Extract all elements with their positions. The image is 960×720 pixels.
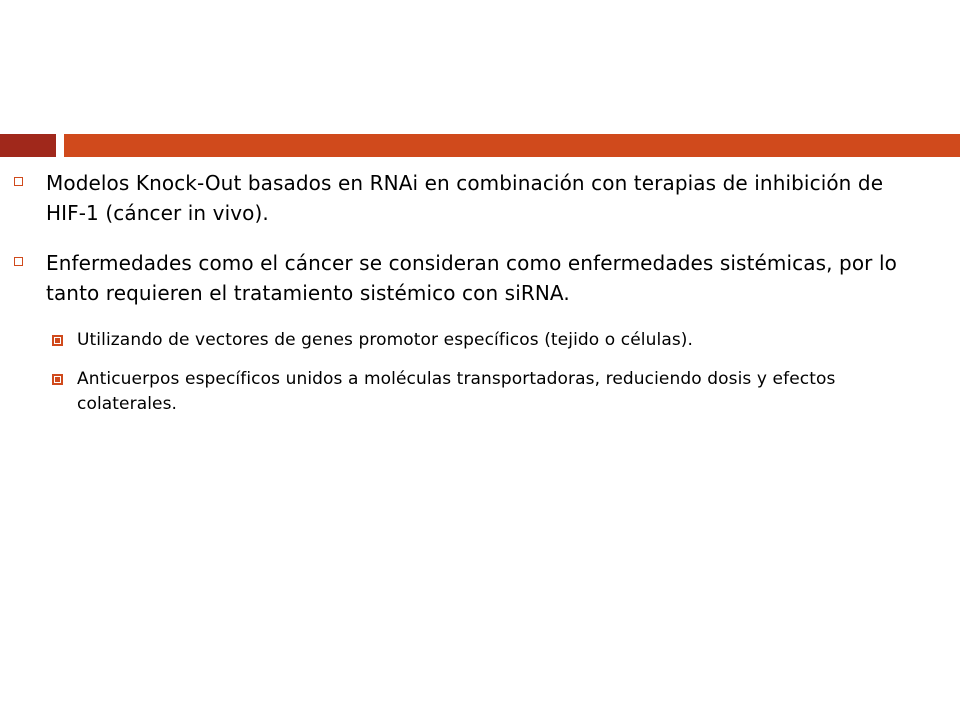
square-bullet-icon <box>14 257 23 266</box>
bullet-item-1 <box>46 168 906 228</box>
bullet-text-2: Enfermedades como el cáncer se consideran como enfermedades sistémicas, por lo tanto requieren el tratamiento sistémico con siRNA. <box>46 251 897 305</box>
filled-square-bullet-icon <box>52 374 63 385</box>
bullet-text-1: Modelos Knock-Out basados en RNAi en combinación con terapias de inhibición de HIF-1 (cáncer in vivo). <box>46 171 884 225</box>
sub-bullet-text-1: Utilizando de vectores de genes promotor específicos (tejido o células). <box>77 330 694 350</box>
filled-square-bullet-icon <box>52 335 63 346</box>
sub-bullet-item-1 <box>77 328 927 353</box>
square-bullet-icon <box>14 177 23 186</box>
sub-bullet-item-2 <box>77 367 927 417</box>
sub-bullet-text-2: Anticuerpos específicos unidos a moléculas transportadoras, reduciendo dosis y efectos colaterales. <box>77 369 836 414</box>
bullet-item-2 <box>46 248 906 308</box>
